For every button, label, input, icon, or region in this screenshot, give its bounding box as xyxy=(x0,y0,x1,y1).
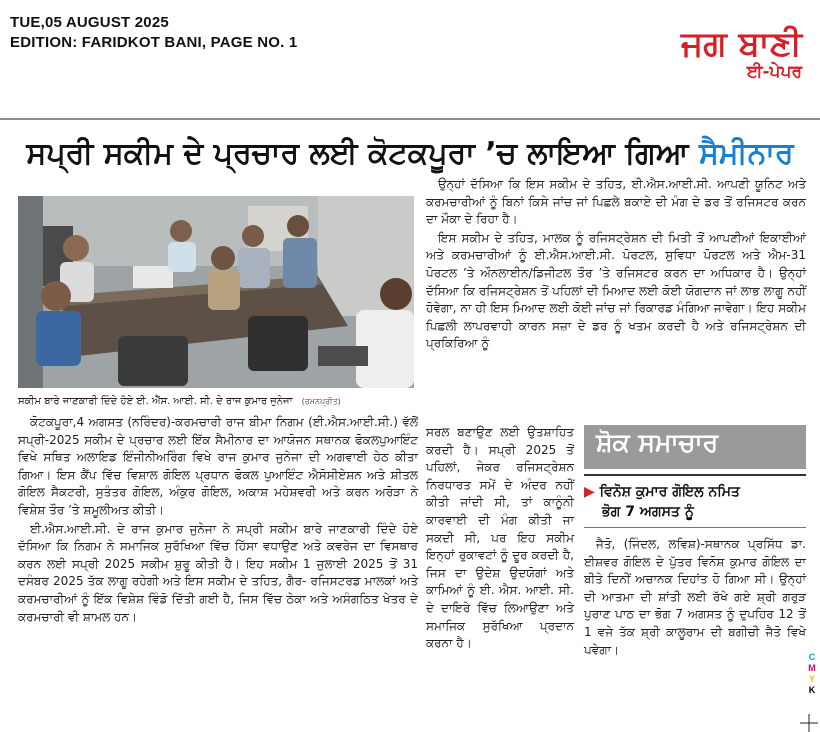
arrow-right-icon: ▶ xyxy=(584,484,595,500)
logo-title: ਜਗ ਬਾਣੀ xyxy=(680,24,802,64)
edition-info: EDITION: FARIDKOT BANI, PAGE NO. 1 xyxy=(10,34,298,51)
jagbani-logo[interactable] xyxy=(681,26,802,82)
obituary-divider xyxy=(584,474,806,476)
article-paragraph: ਕੋਟਕਪੂਰਾ,4 ਅਗਸਤ (ਨਰਿੰਦਰ)-ਕਰਮਚਾਰੀ ਰਾਜ ਬੀਮਾ ਨਿਗਮ (ਈ.ਐਸ.ਆਈ.ਸੀ.) ਵੱਲੋਂ ਸਪ੍ਰੀ-2025 ਸਕੀਮ ਦੇ ਪ੍ਰਚਾਰ ਲਈ ਇੱਕ ਸੈਮੀਨਾਰ ਦਾ ਆਯੋਜਨ ਸਥਾਨਕ ਫੋਕਲਪੁਆਇੰਟ ਵਿਖੇ ਸਥਿਤ ਅਲਾਇਡ ਇੰਜੀਨੀਅਰਿੰਗ ਵਿਖੇ ਰਾਜ ਕੁਮਾਰ ਜੁਨੇਜਾ ਦੀ ਅਗਵਾਈ ਹੇਠ ਕੀਤਾ ਗਿਆ। ਇਸ ਕੈਂਪ ਵਿੱਚ ਵਿਸ਼ਾਲ ਗੋਇਲ ਪ੍ਰਧਾਨ ਫੋਕਲ ਪੁਆਇੰਟ ਐਸੋਸੀਏਸ਼ਨ ਅਤੇ ਸ਼ੀਤਲ ਗੋਇਲ ਸੈਕਟਰੀ, ਸੁਤੰਤਰ ਗੋਇਲ, ਅੰਕੁਰ ਗੋਇਲ, ਅਕਾਸ਼ ਮਹੇਸ਼ਵਰੀ ਅਤੇ ਕਰਨ ਅਰੋੜਾ ਨੇ ਵਿਸ਼ੇਸ਼ ਤੌਰ ’ਤੇ ਸ਼ਮੂਲੀਅਤ ਕੀਤੀ। xyxy=(18,415,418,517)
crop-mark-icon xyxy=(800,714,818,732)
news-photo[interactable] xyxy=(18,196,414,388)
caption-text: ਸਕੀਮ ਬਾਰੇ ਜਾਣਕਾਰੀ ਦਿੰਦੇ ਹੋਏ ਈ. ਐੱਸ. ਆਈ. ਸੀ. ਦੇ ਰਾਜ ਕੁਮਾਰ ਜੁਨੇਜਾ xyxy=(18,396,293,407)
cmyk-k: K xyxy=(808,685,816,695)
article-middle-column xyxy=(426,424,574,654)
article-paragraph: ਇਸ ਸਕੀਮ ਦੇ ਤਹਿਤ, ਮਾਲਕ ਨੂੰ ਰਜਿਸਟ੍ਰੇਸ਼ਨ ਦੀ ਮਿਤੀ ਤੋਂ ਆਪਣੀਆਂ ਇਕਾਈਆਂ ਅਤੇ ਕਰਮਚਾਰੀਆਂ ਨੂੰ ਈ.ਐਸ.ਆਈ.ਸੀ. ਪੋਰਟਲ, ਸੁਵਿਧਾ ਪੋਰਟਲ ਅਤੇ ਐਮ-31 ਪੋਰਟਲ ’ਤੇ ਔਨਲਾਈਨ/ਡਿਜੀਟਲ ਤੌਰ ’ਤੇ ਰਜਿਸਟਰ ਕਰਨ ਦਾ ਅਧਿਕਾਰ ਹੈ। ਉਨ੍ਹਾਂ ਦੱਸਿਆ ਕਿ ਰਜਿਸਟ੍ਰੇਸ਼ਨ ਤੋਂ ਪਹਿਲਾਂ ਦੀ ਮਿਆਦ ਲਈ ਕੋਈ ਯੋਗਦਾਨ ਜਾਂ ਲਾਭ ਲਾਗੂ ਨਹੀਂ ਹੋਵੇਗਾ, ਨਾ ਹੀ ਇਸ ਮਿਆਦ ਲਈ ਕੋਈ ਜਾਂਚ ਜਾਂ ਰਿਕਾਰਡ ਮੰਗਿਆ ਜਾਵੇਗਾ। ਇਹ ਸਕੀਮ ਪਿਛਲੀ ਲਾਪਰਵਾਹੀ ਕਾਰਨ ਸਜ਼ਾ ਦੇ ਡਰ ਨੂੰ ਖਤਮ ਕਰਦੀ ਹੈ ਅਤੇ ਰਜਿਸਟ੍ਰੇਸ਼ਨ ਦੀ ਪ੍ਰਕਿਰਿਆ ਨੂੰ xyxy=(426,230,806,351)
headline-main: ਸਪ੍ਰੀ ਸਕੀਮ ਦੇ ਪ੍ਰਚਾਰ ਲਈ ਕੋਟਕਪੂਰਾ ’ਚ ਲਾਇਆ ਗਿਆ xyxy=(26,136,689,171)
heading-line1-text: ਵਿਨੋਸ਼ ਕੁਮਾਰ ਗੋਇਲ ਨਮਿਤ xyxy=(599,484,740,500)
cmyk-m: M xyxy=(808,663,816,673)
obituary-heading-line1 xyxy=(584,482,808,502)
article-paragraph: ਈ.ਐਸ.ਆਈ.ਸੀ. ਦੇ ਰਾਜ ਕੁਮਾਰ ਜੁਨੇਜਾ ਨੇ ਸਪ੍ਰੀ ਸਕੀਮ ਬਾਰੇ ਜਾਣਕਾਰੀ ਦਿੰਦੇ ਹੋਏ ਦੱਸਿਆ ਕਿ ਨਿਗਮ ਨੇ ਸਮਾਜਿਕ ਸੁਰੱਖਿਆ ਵਿੱਚ ਹਿੱਸਾ ਵਧਾਉਣ ਅਤੇ ਕਵਰੇਜ ਦਾ ਵਿਸਥਾਰ ਕਰਨ ਲਈ ਸਪ੍ਰੀ 2025 ਸਕੀਮ ਸ਼ੁਰੂ ਕੀਤੀ ਹੈ। ਇਹ ਸਕੀਮ 1 ਜੁਲਾਈ 2025 ਤੋਂ 31 ਦਸੰਬਰ 2025 ਤੱਕ ਲਾਗੂ ਰਹੇਗੀ ਅਤੇ ਇਸ ਸਕੀਮ ਦੇ ਤਹਿਤ, ਗੈਰ- ਰਜਿਸਟਰਡ ਮਾਲਕਾਂ ਅਤੇ ਕਰਮਚਾਰੀਆਂ ਨੂੰ ਇੱਕ ਵਿਸ਼ੇਸ਼ ਵਿੰਡੋ ਦਿੱਤੀ ਗਈ ਹੈ, ਜਿਸ ਵਿੱਚ ਠੇਕਾ ਅਤੇ ਅਸੰਗਠਿਤ ਖੇਤਰ ਦੇ ਕਰਮਚਾਰੀ ਵੀ ਸ਼ਾਮਲ ਹਨ। xyxy=(18,521,418,624)
photo-credit: (ਰਮਨਪ੍ਰੀਤ) xyxy=(301,397,341,406)
obituary-body xyxy=(584,536,806,660)
cmyk-print-mark xyxy=(805,652,819,696)
issue-date: TUE,05 AUGUST 2025 xyxy=(10,14,169,31)
header-divider xyxy=(0,118,820,120)
photo-illustration xyxy=(18,196,414,388)
cmyk-y: Y xyxy=(808,674,815,684)
article-left-column xyxy=(18,414,418,627)
article-headline xyxy=(0,136,820,171)
article-right-column xyxy=(426,176,806,354)
cmyk-c: C xyxy=(808,652,816,662)
obituary-paragraph: ਜੈਤੋ, (ਜਿੰਦਲ, ਲਵਿਸ਼)-ਸਥਾਨਕ ਪ੍ਰਸਿੱਧ ਡਾ. ਈਸ਼ਵਰ ਗੋਇਲ ਦੇ ਪੁੱਤਰ ਵਿਨੋਸ਼ ਕੁਮਾਰ ਗੋਇਲ ਦਾ ਬੀਤੇ ਦਿਨੀਂ ਅਚਾਨਕ ਦਿਹਾਂਤ ਹੋ ਗਿਆ ਸੀ। ਉਨ੍ਹਾਂ ਦੀ ਆਤਮਾ ਦੀ ਸ਼ਾਂਤੀ ਲਈ ਰੱਖੇ ਗਏ ਸ਼੍ਰੀ ਗਰੁੜ ਪੁਰਾਣ ਪਾਠ ਦਾ ਭੋਗ 7 ਅਗਸਤ ਨੂੰ ਦੁਪਹਿਰ 12 ਤੋਂ 1 ਵਜੇ ਤੱਕ ਸ਼੍ਰੀ ਕਾਲੂਰਾਮ ਦੀ ਬਗੀਚੀ ਜੈਤੋ ਵਿਖੇ ਪਵੇਗਾ। xyxy=(584,537,806,657)
article-paragraph: ਉਨ੍ਹਾਂ ਦੱਸਿਆ ਕਿ ਇਸ ਸਕੀਮ ਦੇ ਤਹਿਤ, ਈ.ਐਸ.ਆਈ.ਸੀ. ਆਪਣੀ ਯੂਨਿਟ ਅਤੇ ਕਰਮਚਾਰੀਆਂ ਨੂੰ ਬਿਨਾਂ ਕਿਸੇ ਜਾਂਚ ਜਾਂ ਪਿਛਲੇ ਬਕਾਏ ਦੀ ਮੰਗ ਦੇ ਡਰ ਤੋਂ ਰਜਿਸਟਰ ਕਰਨ ਦਾ ਮੌਕਾ ਦੇ ਰਿਹਾ ਹੈ। xyxy=(426,177,806,227)
logo-subtitle: ਈ-ਪੇਪਰ xyxy=(746,62,802,82)
article-paragraph: ਸਰਲ ਬਣਾਉਣ ਲਈ ਉਤਸ਼ਾਹਿਤ ਕਰਦੀ ਹੈ। ਸਪ੍ਰੀ 2025 ਤੋਂ ਪਹਿਲਾਂ, ਜੇਕਰ ਰਜਿਸਟ੍ਰੇਸ਼ਨ ਨਿਰਧਾਰਤ ਸਮੇਂ ਦੇ ਅੰਦਰ ਨਹੀਂ ਕੀਤੀ ਜਾਂਦੀ ਸੀ, ਤਾਂ ਕਾਨੂੰਨੀ ਕਾਰਵਾਈ ਦੀ ਮੰਗ ਕੀਤੀ ਜਾ ਸਕਦੀ ਸੀ, ਪਰ ਇਹ ਸਕੀਮ ਇਨ੍ਹਾਂ ਰੁਕਾਵਟਾਂ ਨੂੰ ਦੂਰ ਕਰਦੀ ਹੈ, ਜਿਸ ਦਾ ਉਦੇਸ਼ ਉਦਯੋਗਾਂ ਅਤੇ ਕਾਮਿਆਂ ਨੂੰ ਈ. ਐਸ. ਆਈ. ਸੀ. ਦੇ ਦਾਇਰੇ ਵਿੱਚ ਲਿਆਉਣਾ ਅਤੇ ਸਮਾਜਿਕ ਸੁਰੱਖਿਆ ਪ੍ਰਦਾਨ ਕਰਨਾ ਹੈ। xyxy=(426,425,574,651)
photo-caption xyxy=(18,396,418,407)
obituary-underline xyxy=(584,527,806,528)
headline-accent: ਸੈਮੀਨਾਰ xyxy=(698,136,794,171)
obituary-section-title: ਸ਼ੋਕ ਸਮਾਚਾਰ xyxy=(596,428,719,457)
epaper-header xyxy=(0,0,820,118)
obituary-heading-line2: ਭੋਗ 7 ਅਗਸਤ ਨੂੰ xyxy=(602,504,694,520)
obituary-heading xyxy=(584,482,808,522)
